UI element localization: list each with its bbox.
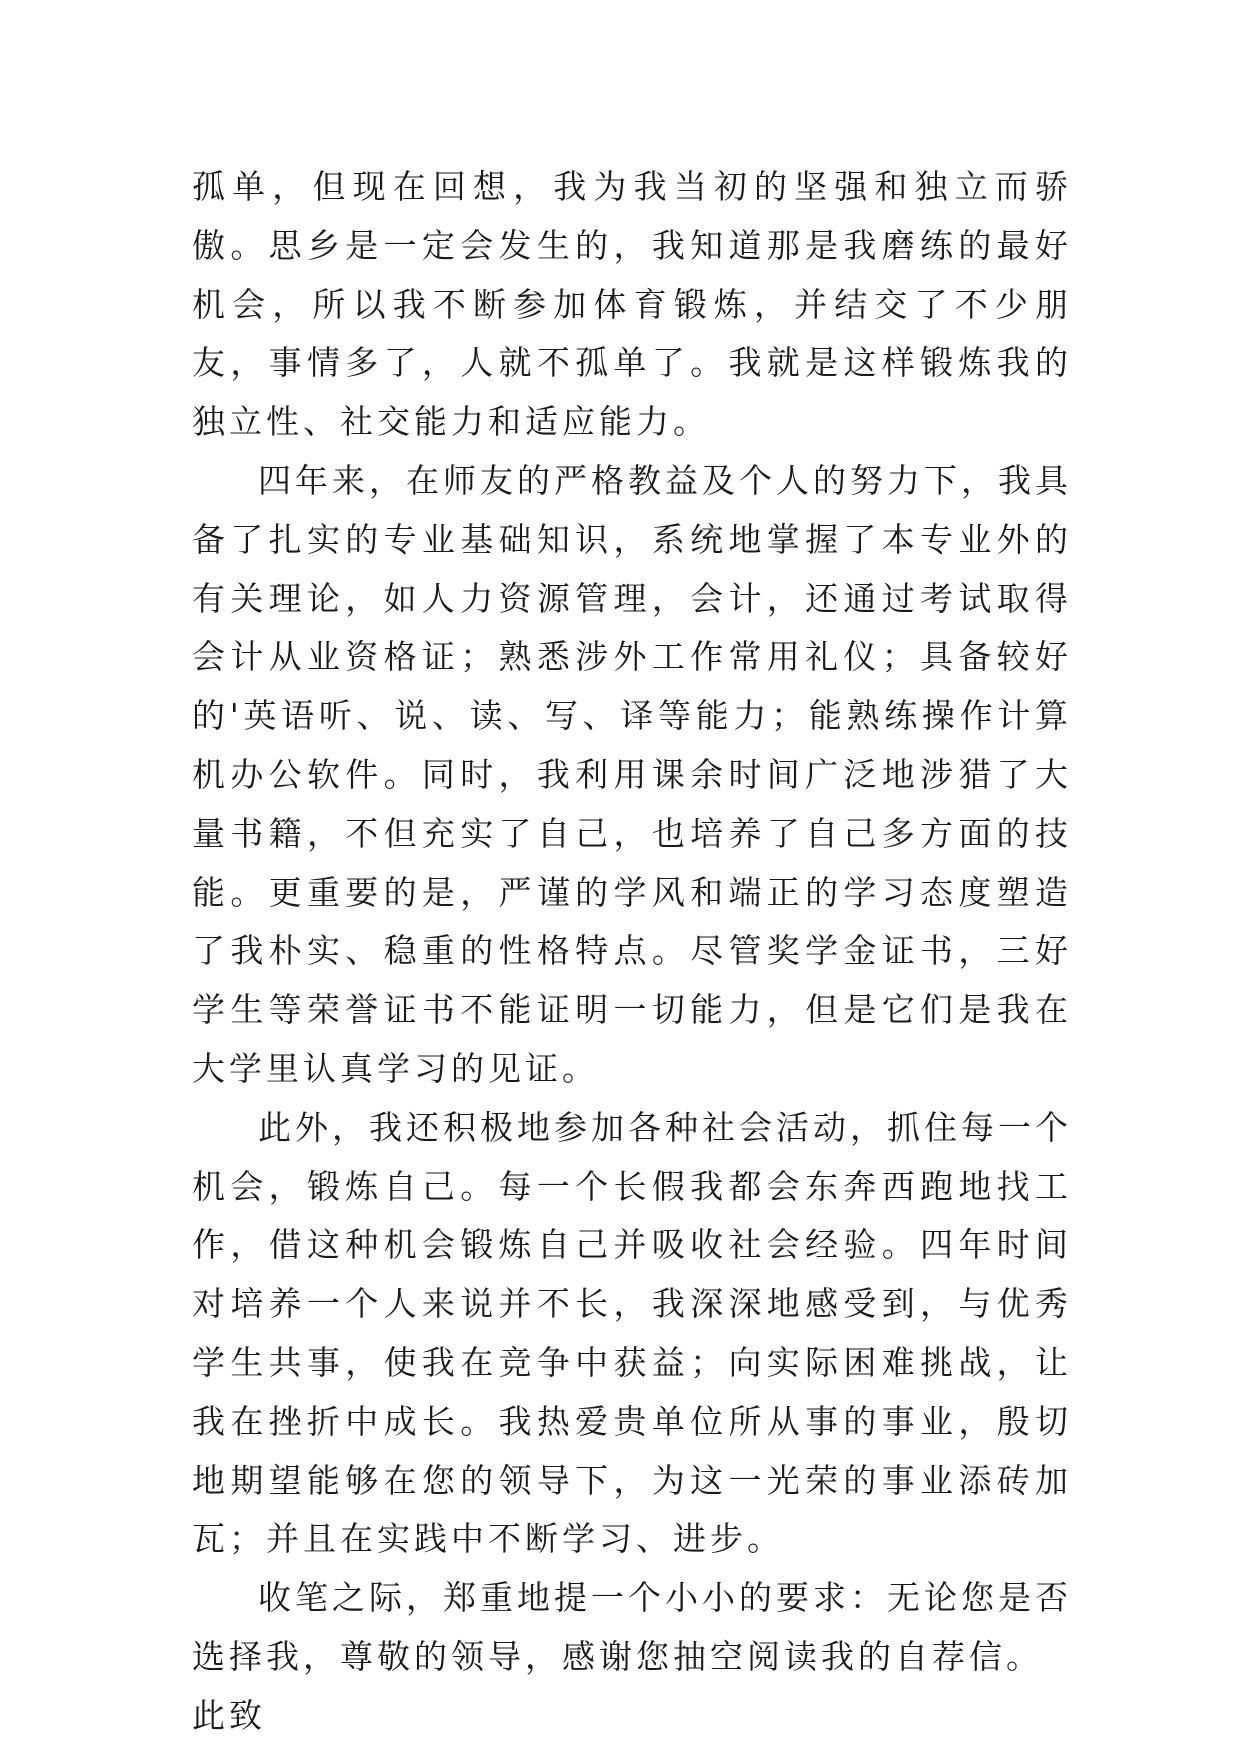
document-body <box>192 158 1072 1746</box>
paragraph-activities: 此外，我还积极地参加各种社会活动，抓住每一个机会，锻炼自己。每一个长假我都会东奔西跑地找工作，借这种机会锻炼自己并吸收社会经验。四年时间对培养一个人来说并不长，我深深地感受到，与优秀学生共事，使我在竞争中获益；向实际困难挑战，让我在挫折中成长。我热爱贵单位所从事的事业，殷切地期望能够在您的领导下，为这一光荣的事业添砖加瓦；并且在实践中不断学习、进步。 <box>192 1107 1072 1559</box>
paragraph-continuation: 孤单，但现在回想，我为我当初的坚强和独立而骄傲。思乡是一定会发生的，我知道那是我磨练的最好机会，所以我不断参加体育锻炼，并结交了不少朋友，事情多了，人就不孤单了。我就是这样锻炼我的独立性、社交能力和适应能力。 <box>192 167 1072 442</box>
paragraph-skills: 四年来，在师友的严格教益及个人的努力下，我具备了扎实的专业基础知识，系统地掌握了本专业外的有关理论，如人力资源管理，会计，还通过考试取得会计从业资格证；熟悉涉外工作常用礼仪；具备较好的'英语听、说、读、写、译等能力；能熟练操作计算机办公软件。同时，我利用课余时间广泛地涉猎了大量书籍，不但充实了自己，也培养了自己多方面的技能。更重要的是，严谨的学风和端正的学习态度塑造了我朴实、稳重的性格特点。尽管奖学金证书，三好学生等荣誉证书不能证明一切能力，但是它们是我在大学里认真学习的见证。 <box>192 460 1072 1088</box>
closing-salutation: 此致 <box>192 1695 266 1735</box>
paragraph-request: 收笔之际，郑重地提一个小小的要求：无论您是否选择我，尊敬的领导，感谢您抽空阅读我的自荐信。 <box>192 1578 1072 1676</box>
